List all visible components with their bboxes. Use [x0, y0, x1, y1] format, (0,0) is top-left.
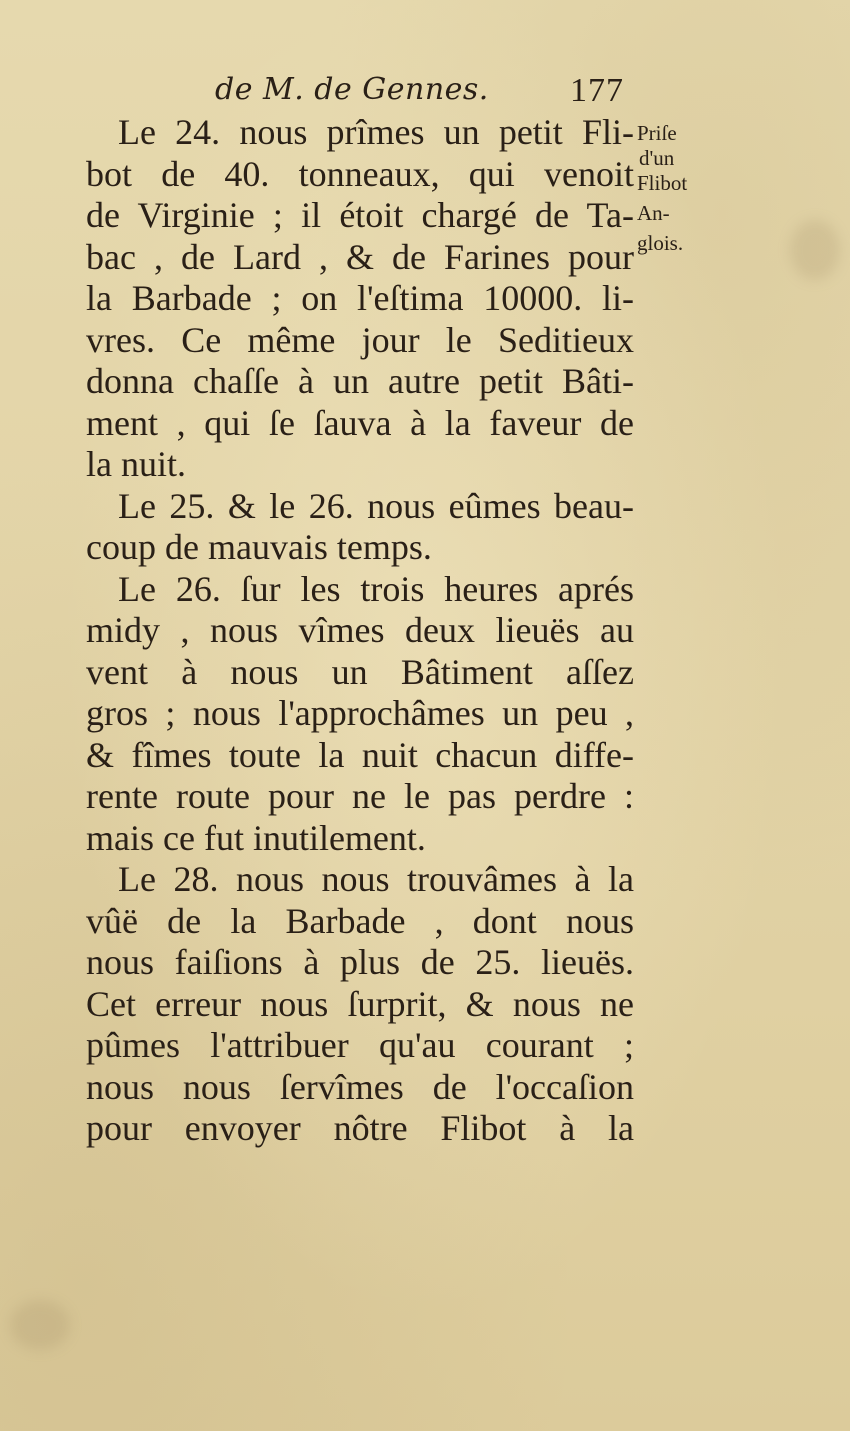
- text-line: vûë de la Barbade , dont nous: [86, 900, 634, 941]
- text-line: nous faiſions à plus de 25. lieuës.: [86, 942, 634, 982]
- text-line: Le 24. nous prîmes un petit Fli-: [118, 112, 634, 152]
- text-line: midy , nous vîmes deux lieuës au: [86, 610, 634, 650]
- text-line: pour envoyer nôtre Flibot à la: [86, 1108, 634, 1148]
- paper-stain: [790, 220, 840, 280]
- text-line: Le 25. & le 26. nous eûmes beau-: [118, 485, 634, 526]
- margin-note-line: d'un: [639, 146, 675, 170]
- text-line: la Barbade ; on l'eſtima 10000. li-: [86, 278, 634, 318]
- text-line: nous nous ſervîmes de l'occaſion: [86, 1066, 634, 1107]
- text-line: Le 28. nous nous trouvâmes à la: [118, 859, 634, 899]
- text-line: vent à nous un Bâtiment aſſez: [86, 651, 634, 692]
- text-line: ment , qui ſe ſauva à la faveur de: [86, 402, 634, 443]
- margin-note-line: Flibot: [637, 171, 688, 195]
- text-line: mais ce fut inutilement.: [86, 817, 426, 858]
- margin-note-line: Priſe: [637, 121, 677, 145]
- body-text: [86, 112, 634, 1150]
- text-line: pûmes l'attribuer qu'au courant ;: [86, 1025, 634, 1065]
- running-title: de M. de Gennes.: [215, 72, 489, 107]
- margin-note: [637, 118, 717, 258]
- page-header: [0, 72, 850, 116]
- margin-note-line: glois.: [637, 231, 684, 255]
- text-line: de Virginie ; il étoit chargé de Ta-: [86, 195, 634, 235]
- text-line: la nuit.: [86, 444, 186, 484]
- text-line: bot de 40. tonneaux, qui venoit: [86, 153, 634, 194]
- margin-note-line: An-: [637, 201, 670, 225]
- text-line: vres. Ce même jour le Seditieux: [86, 319, 634, 360]
- text-line: rente route pour ne le pas perdre :: [86, 776, 634, 816]
- text-line: donna chaſſe à un autre petit Bâti-: [86, 361, 634, 401]
- page-number: 177: [570, 72, 624, 109]
- text-line: & fîmes toute la nuit chacun diffe-: [86, 734, 634, 775]
- text-line: bac , de Lard , & de Farines pour: [86, 236, 634, 277]
- text-line: gros ; nous l'approchâmes un peu ,: [86, 693, 634, 733]
- text-line: Cet erreur nous ſurprit, & nous ne: [86, 983, 634, 1024]
- text-line: Le 26. ſur les trois heures aprés: [118, 568, 634, 609]
- paper-stain: [10, 1300, 70, 1350]
- text-line: coup de mauvais temps.: [86, 527, 432, 567]
